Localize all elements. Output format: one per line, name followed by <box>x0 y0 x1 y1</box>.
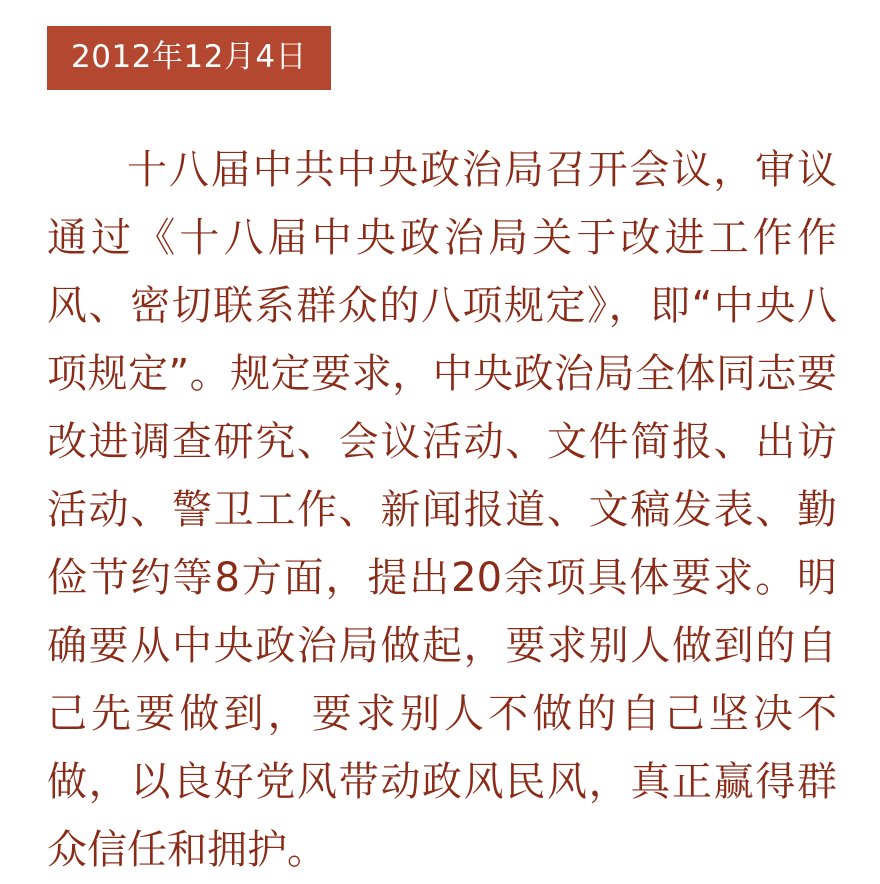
date-badge: 2012年12月4日 <box>47 26 331 90</box>
body-paragraph: 十八届中共中央政治局召开会议，审议通过《十八届中央政治局关于改进工作作风、密切联系群众的八项规定》，即“中央八项规定”。规定要求，中央政治局全体同志要改进调查研究、会议活动、文件简报、出访活动、警卫工作、新闻报道、文稿发表、勤俭节约等8方面，提出20余项具体要求。明确要从中央政治局做起，要求别人做到的自己先要做到，要求别人不做的自己坚决不做，以良好党风带动政风民风，真正赢得群众信任和拥护。 <box>47 147 837 873</box>
